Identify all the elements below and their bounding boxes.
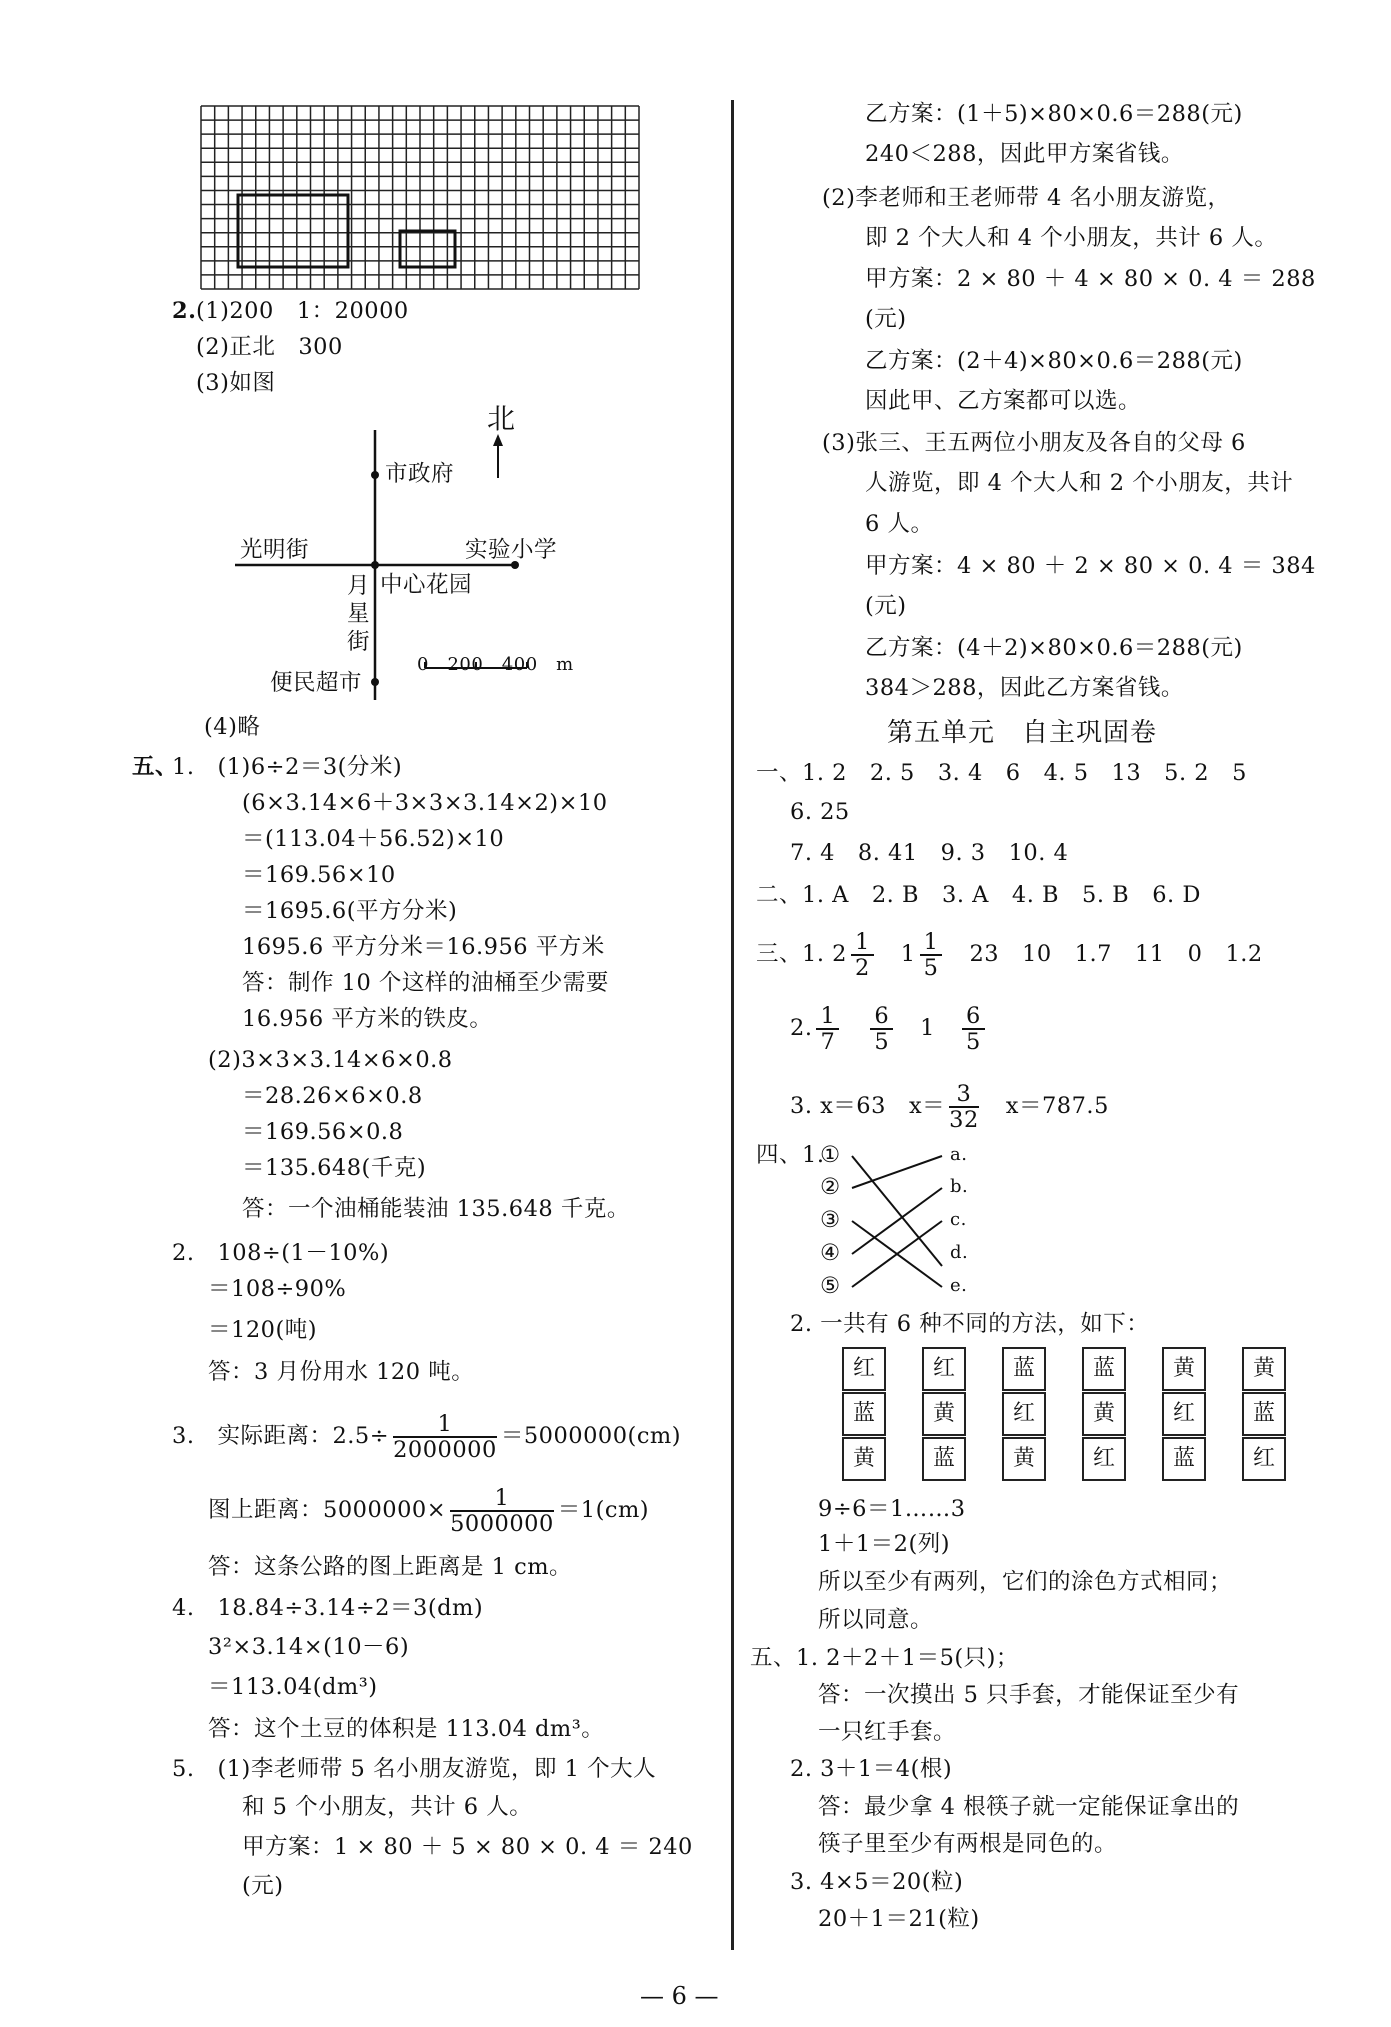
circle-4: ④ <box>820 1240 841 1266</box>
column-divider <box>731 100 734 1950</box>
s5-line-b: 答：一次摸出 5 只手套，才能保证至少有 <box>818 1682 1240 1708</box>
s5-line-a: 五、1. 2＋2＋1＝5(只)； <box>750 1645 1019 1671</box>
s5-line-14: ＝108÷90% <box>208 1276 347 1302</box>
s3-3-den: 32 <box>949 1107 979 1133</box>
color-cell-5-2: 红 <box>1242 1437 1286 1481</box>
r-line-2: (2)李老师和王老师带 4 名小朋友游览， <box>822 185 1231 211</box>
r-line-8: (3)张三、王五两位小朋友及各自的父母 6 <box>822 430 1246 456</box>
s3-f2 <box>920 930 943 980</box>
s5-line-9: ＝28.26×6×0.8 <box>242 1083 423 1109</box>
after-line-2: 所以至少有两列，它们的涂色方式相同； <box>818 1569 1233 1595</box>
q3-b-num: 1 <box>450 1486 554 1512</box>
q4-line-c: ＝113.04(dm³) <box>208 1674 378 1700</box>
q5-line-b: 和 5 个小朋友，共计 6 人。 <box>242 1794 533 1820</box>
s5-line-h: 20＋1＝21(粒) <box>818 1906 980 1932</box>
section-5-label: 五、 <box>132 754 179 780</box>
q2-label: 2. <box>172 298 197 324</box>
r-line-0: 乙方案：(1＋5)×80×0.6＝288(元) <box>865 101 1243 127</box>
color-cell-4-1: 红 <box>1162 1392 1206 1436</box>
s5-line-8: (2)3×3×3.14×6×0.8 <box>208 1047 453 1073</box>
s3-rest: 23 10 1.7 11 0 1.2 <box>969 941 1263 967</box>
s3-2-label: 2. <box>790 1015 813 1041</box>
after-line-3: 所以同意。 <box>818 1607 934 1633</box>
s3-2-f3-den: 5 <box>966 1029 981 1055</box>
color-cell-0-1: 蓝 <box>842 1392 886 1436</box>
r-line-3: 即 2 个大人和 4 个小朋友，共计 6 人。 <box>865 225 1278 251</box>
color-cell-5-1: 蓝 <box>1242 1392 1286 1436</box>
s5-line-d: 2. 3＋1＝4(根) <box>790 1756 953 1782</box>
s5-line-e: 答：最少拿 4 根筷子就一定能保证拿出的 <box>818 1794 1240 1820</box>
q3-a-fraction <box>393 1412 497 1462</box>
r-line-14: 384＞288，因此乙方案省钱。 <box>865 675 1184 701</box>
s3-line-1 <box>756 930 1263 980</box>
color-cell-1-0: 红 <box>922 1347 966 1391</box>
q4-answer: 答：这个土豆的体积是 113.04 dm³。 <box>208 1716 605 1742</box>
s3-3-f <box>949 1082 979 1132</box>
s3-f1-num: 1 <box>851 930 874 956</box>
color-cell-0-0: 红 <box>842 1347 886 1391</box>
matching-lines <box>850 1148 960 1293</box>
r-line-12: (元) <box>865 593 907 619</box>
letter-d: d. <box>950 1242 969 1263</box>
color-cell-4-0: 黄 <box>1162 1347 1206 1391</box>
s5-line-g: 3. 4×5＝20(粒) <box>790 1869 964 1895</box>
after-line-1: 1＋1＝2(列) <box>818 1531 951 1557</box>
s3-mid: 1 <box>900 941 916 967</box>
s3-2-f2 <box>870 1004 893 1054</box>
letter-c: c. <box>950 1209 967 1230</box>
q3-a-num: 1 <box>393 1412 497 1438</box>
color-cell-3-2: 红 <box>1082 1437 1126 1481</box>
s5-line-7: 16.956 平方米的铁皮。 <box>242 1006 493 1032</box>
color-cell-3-0: 蓝 <box>1082 1347 1126 1391</box>
color-cell-2-2: 黄 <box>1002 1437 1046 1481</box>
color-cell-5-0: 黄 <box>1242 1347 1286 1391</box>
q4-line-a: 4. 18.84÷3.14÷2＝3(dm) <box>172 1595 484 1621</box>
s5-line-15: ＝120(吨) <box>208 1317 318 1343</box>
r-line-13: 乙方案：(4＋2)×80×0.6＝288(元) <box>865 635 1243 661</box>
s5-line-11: ＝135.648(千克) <box>242 1155 427 1181</box>
map-school: 实验小学 <box>465 537 558 563</box>
s2-line: 二、1. A 2. B 3. A 4. B 5. B 6. D <box>756 882 1201 908</box>
s3-2-mid: 1 <box>920 1015 935 1041</box>
s3-f2-den: 5 <box>923 955 939 981</box>
q5-line-a: 5. (1)李老师带 5 名小朋友游览，即 1 个大人 <box>172 1756 657 1782</box>
s5-line-2: ＝(113.04＋56.52)×10 <box>242 826 505 852</box>
s5-line-16: 答：3 月份用水 120 吨。 <box>208 1359 475 1385</box>
grid-rectangle-large <box>238 195 348 267</box>
map-scale: 0 200 400 m <box>417 654 574 675</box>
q3-b-den: 5000000 <box>450 1511 554 1537</box>
s3-2-f1-num: 1 <box>816 1004 839 1030</box>
grid-figure <box>200 105 640 290</box>
s5-line-0: 1. (1)6÷2＝3(分米) <box>172 754 403 780</box>
q4-line-b: 3²×3.14×(10－6) <box>208 1634 410 1660</box>
r-line-10: 6 人。 <box>865 511 934 537</box>
s5-line-4: ＝1695.6(平方分米) <box>242 898 458 924</box>
color-cell-2-1: 红 <box>1002 1392 1046 1436</box>
color-cell-4-2: 蓝 <box>1162 1437 1206 1481</box>
color-columns <box>842 1347 1342 1487</box>
map-guangming-street: 光明街 <box>240 537 310 563</box>
color-cell-3-1: 黄 <box>1082 1392 1126 1436</box>
s3-3-a: 3. x＝63 x＝ <box>790 1093 946 1119</box>
q3-answer: 答：这条公路的图上距离是 1 cm。 <box>208 1554 573 1580</box>
color-cell-1-2: 蓝 <box>922 1437 966 1481</box>
r-line-6: 乙方案：(2＋4)×80×0.6＝288(元) <box>865 348 1243 374</box>
s3-line-2 <box>790 1004 989 1054</box>
circle-1: ① <box>820 1142 841 1168</box>
q3-actual-distance <box>172 1412 681 1462</box>
letter-e: e. <box>950 1275 968 1296</box>
s3-2-f1-den: 7 <box>820 1029 836 1055</box>
q3-map-distance <box>208 1486 649 1536</box>
map-park: 中心花园 <box>380 572 473 598</box>
q5-line-c: 甲方案：1 × 80 ＋ 5 × 80 × 0. 4 ＝ 240 <box>242 1834 693 1860</box>
letter-a: a. <box>950 1144 968 1165</box>
s1-line-b: 6. 25 <box>790 799 850 825</box>
circle-3: ③ <box>820 1207 841 1233</box>
s4-label: 四、1. <box>756 1142 825 1168</box>
q5-line-d: (元) <box>242 1873 284 1899</box>
s5-line-6: 答：制作 10 个这样的油桶至少需要 <box>242 970 609 996</box>
q2-2: (2)正北 300 <box>196 334 343 360</box>
q2-3: (3)如图 <box>196 370 276 396</box>
s3-2-f2-num: 6 <box>870 1004 893 1030</box>
s3-2-f1 <box>816 1004 839 1054</box>
map-yuexing-street: 月星街 <box>347 573 371 655</box>
s3-2-f3-num: 6 <box>962 1004 985 1030</box>
s3-f2-num: 1 <box>920 930 943 956</box>
r-line-11: 甲方案：4 × 80 ＋ 2 × 80 × 0. 4 ＝ 384 <box>865 553 1316 579</box>
r-line-5: (元) <box>865 306 907 332</box>
q3-a-den: 2000000 <box>393 1437 497 1463</box>
s5-line-5: 1695.6 平方分米＝16.956 平方米 <box>242 934 605 960</box>
right-column <box>740 0 1391 2027</box>
color-cell-2-0: 蓝 <box>1002 1347 1046 1391</box>
map-north-label: 北 <box>487 402 516 435</box>
s5-line-13: 2. 108÷(1－10%) <box>172 1240 390 1266</box>
r-line-1: 240＜288，因此甲方案省钱。 <box>865 141 1184 167</box>
q3-b-fraction <box>450 1486 554 1536</box>
s5-line-f: 筷子里至少有两根是同色的。 <box>818 1831 1118 1857</box>
s5-line-1: (6×3.14×6＋3×3×3.14×2)×10 <box>242 790 608 816</box>
q3-b-result: ＝1(cm) <box>557 1497 650 1523</box>
s5-line-3: ＝169.56×10 <box>242 862 396 888</box>
s1-line-c: 7. 4 8. 41 9. 3 10. 4 <box>790 840 1069 866</box>
s3-3-b: x＝787.5 <box>1005 1093 1109 1119</box>
color-cell-0-2: 黄 <box>842 1437 886 1481</box>
s3-line-3 <box>790 1082 1109 1132</box>
s3-3-num: 3 <box>949 1082 979 1108</box>
s5-line-10: ＝169.56×0.8 <box>242 1119 404 1145</box>
s3-2-f3 <box>962 1004 985 1054</box>
s5-line-12: 答：一个油桶能装油 135.648 千克。 <box>242 1196 630 1222</box>
s3-2-f2-den: 5 <box>874 1029 890 1055</box>
page-number: — 6 — <box>640 1982 719 2010</box>
after-line-0: 9÷6＝1……3 <box>818 1496 966 1522</box>
q2-4: (4)略 <box>204 714 261 740</box>
circle-2: ② <box>820 1174 841 1200</box>
color-cell-1-1: 黄 <box>922 1392 966 1436</box>
s3-f1-den: 2 <box>854 955 870 981</box>
s3-prefix: 三、1. 2 <box>756 941 847 967</box>
map-supermarket: 便民超市 <box>270 670 363 696</box>
r-line-7: 因此甲、乙方案都可以选。 <box>865 388 1142 414</box>
circle-5: ⑤ <box>820 1273 841 1299</box>
r-line-9: 人游览，即 4 个大人和 2 个小朋友，共计 <box>865 470 1294 496</box>
unit-title: 第五单元 自主巩固卷 <box>887 718 1158 748</box>
q3-a-result: ＝5000000(cm) <box>500 1423 682 1449</box>
s3-f1 <box>851 930 874 980</box>
map-city-hall: 市政府 <box>385 461 455 487</box>
r-line-4: 甲方案：2 × 80 ＋ 4 × 80 × 0. 4 ＝ 288 <box>865 266 1316 292</box>
letter-b: b. <box>950 1176 969 1197</box>
s5-line-c: 一只红手套。 <box>818 1719 957 1745</box>
s4-2-line: 2. 一共有 6 种不同的方法，如下： <box>790 1311 1150 1337</box>
q2-1: (1)200 1：20000 <box>196 298 409 324</box>
q3-b-text: 图上距离：5000000× <box>208 1497 447 1523</box>
q3-a-text: 3. 实际距离：2.5÷ <box>172 1423 390 1449</box>
s1-line-a: 一、1. 2 2. 5 3. 4 6 4. 5 13 5. 2 5 <box>756 760 1247 786</box>
